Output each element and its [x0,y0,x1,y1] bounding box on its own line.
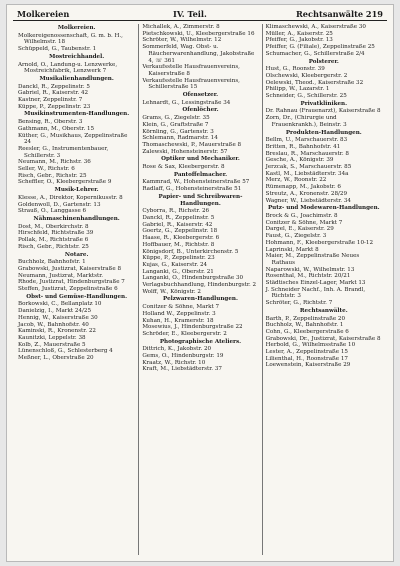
directory-entry: Merz, W., Roonstr. 22 [265,177,327,184]
directory-entry: Hirschfeld, Richtstraße 39 [18,230,94,237]
directory-entry: Rosenthal, M., Richtstr. 20/21 [265,273,351,280]
directory-entry: Verlagsbuchhandlung, Hindenburgstr. 2 [142,282,257,289]
directory-entry: Danckl, R., Zeppelinstr. 5 [18,83,90,90]
directory-entry: Dittrich, K., Jakobstr. 20 [142,346,212,353]
directory-entry: Radlaff, G., Hohensteinerstraße 51 [142,186,242,193]
directory-entry: Philipp, W., Lazarstr. 1 [265,86,330,93]
directory-entry: Gabriel, R., Kaiserstr. 42 [18,90,89,97]
directory-entry: Risch, Gebr., Richstr. 25 [18,172,87,179]
section-heading: Molkereien. [57,25,96,31]
directory-entry: Kaminski, R., Kronenstr. 22 [18,328,96,335]
directory-entry: Dr. Rahnau (Frauenarzt), Kaiserstraße 8 [265,108,381,115]
directory-entry: Brock & G., Joachimstr. 8 [265,212,338,219]
page-header [13,7,387,21]
directory-entry: Grams, G., Ziegelstr. 35 [142,115,210,122]
directory-entry: Thomaschewski, P., Mauerstraße 8 [142,141,242,148]
directory-entry: Barth, P., Zeppelinstraße 20 [265,315,346,322]
directory-entry: Schlemann, Radmarstr. 14 [142,135,218,142]
directory-entry: Maier, M., Zeppelinstraße Neues Rathaus [265,253,360,266]
section-heading: Privatkliniken. [300,100,348,107]
directory-entry: Conitzer & Söhne, Markt 7 [142,304,220,311]
directory-entry: Bellm, U., Marschauerstr. 83 [265,137,348,144]
directory-entry: Grabowski, Justizrat, Kaiserstraße 8 [18,265,122,272]
directory-entry: Rose & Sax, Kleebergerstr. 8 [142,164,225,171]
section-heading: Mostreichhandel. [49,53,105,60]
directory-entry: Bensing, R., Oberstr. 3 [18,119,83,126]
directory-entry: Holland W., Zeppelinstr. 3 [142,310,216,317]
directory-entry: Buchholz, Bahnhofstr. 1 [18,259,86,266]
directory-entry: Pfeiffer, G. (Filiale), Zeppelinstraße 25 [265,44,375,51]
directory-entry: Danckl, R., Zeppelinstr. 5 [142,214,215,221]
directory-entry: Wagner, W., Liebstädterstr. 34 [265,197,351,204]
directory-entry: Neumann, Justizrat, Marktstr. [18,272,104,279]
section-heading: Produkten-Handlungen. [285,129,362,136]
directory-entry: Neumann, M., Richstr. 36 [18,159,91,166]
directory-entry: Langanki, G., Oberstr. 21 [142,268,214,275]
directory-entry: Laprinski, Markt 8 [265,246,319,253]
directory-entry: Streutz, A., Kronenstr. 28/29 [265,190,348,197]
directory-entry: Kastner, Zeppelinstr. 7 [18,97,83,104]
directory-entry: Risch, Gebr., Richtstr. 25 [18,243,89,250]
section-heading: Musikalienhandlungen. [39,75,114,82]
column-3 [262,24,385,555]
directory-entry: Michallek, A., Zimmerstr. 8 [142,24,220,30]
directory-entry: Lester, A., Zeppelinstraße 15 [265,349,348,356]
directory-entry: Naparowski, W., Wilhelmstr. 13 [265,266,355,273]
directory-entry: Klesse, A., Direktor, Kopernikusstr. 8 [18,194,123,201]
directory-entry: Goldenwoll, D., Gartenstr. 13 [18,201,101,208]
directory-entry: Gathmann, M., Oberstr. 15 [18,125,95,132]
column-2 [138,24,261,555]
directory-entry: Küppe, P., Zeppelinstr. 23 [142,255,215,262]
section-heading: Ofenlöcher. [182,107,219,114]
directory-entry: Reesler, G., Instrumentenbauer, Schillerstr. 3 [18,145,109,159]
directory-entry: Goertz, G., Zeppelinstr. 18 [142,228,218,235]
directory-entry: Städtisches Einzel-Lager, Markt 13 [265,280,366,287]
directory-entry: Danielzig, I., Markt 24/25 [18,308,92,315]
section-heading: Putz- und Modewaren-Handlungen. [267,205,380,212]
directory-entry: Lilienthal, H., Roonstraße 17 [265,355,348,362]
directory-entry: Jacob, W., Bahnhofstr. 40 [18,321,89,328]
directory-entry: Buchholz, W., Bahnhofstr. 1 [265,322,344,329]
directory-entry: Steffen, Justizrat, Zeppelinstraße 6 [18,286,118,293]
directory-entry: Lünenschloß, G., Schlesterberg 4 [18,348,113,355]
directory-entry: Langanki, O., Hindenburgstraße 30 [142,275,244,282]
directory-entry: Kujas, G., Kaiserstr. 24 [142,261,208,268]
directory-entry: Conitzer & Söhne, Markt 7 [265,219,343,226]
directory-entry: Olschewski, Kleebergerstr. 2 [265,72,348,79]
directory-entry: Schumacher, G., Schillerstraße 2/4 [265,50,365,57]
directory-entry: Schröter, G., Richtstr. 7 [265,300,333,307]
directory-entry: Mosewius, J., Hindenburgstraße 22 [142,324,243,331]
directory-entry: Kuhan, H., Kramerstr. 18 [142,317,214,324]
section-heading: Polsterer. [308,58,339,65]
section-heading: Papier- und Schreibwaren-Handlungen. [158,193,243,207]
directory-entry: Cyborra, R., Richstr. 26 [142,208,210,215]
section-heading: Musik-Lehrer. [54,187,99,194]
directory-entry: Haase, R., Kleebergerstr. 6 [142,235,220,242]
directory-entry: Herbold, G., Wilhelmsstraße 10 [265,342,356,349]
directory-entry: Verkaufsstelle Hausfrauenvereins, Schillerstraße 15 [142,77,240,91]
directory-entry: Strauß, O., Langgasse 6 [18,208,87,215]
directory-entry: Gems, O., Hindenburgstr. 19 [142,353,224,360]
directory-entry: Kaunitzki, Leppelstr. 38 [18,334,86,341]
directory-entry: Schröter, W., Wilhelmstr. 12 [142,37,222,44]
directory-entry: Meßner, L., Oberstraße 20 [18,355,94,362]
directory-entry: Schneider, G., Schillerstr. 25 [265,93,347,100]
directory-entry: Scheffler, O., Kleebergerstraße 9 [18,179,112,186]
directory-entry: Küther, G., Musikhaus, Zeppelinstraße 24 [18,132,128,146]
directory-entry: Hust, G., Roonstr. 39 [265,66,325,73]
directory-entry: Lehnardt, G., Lessingstraße 34 [142,99,231,106]
directory-entry: Britten, R., Bahnhofstr. 41 [265,143,341,150]
directory-entry: Kastl, M., Liebstädterstr. 34a [265,170,349,177]
directory-entry: Klein, G., Graftstraße 7 [142,121,209,128]
directory-entry: Oelewski, Theod., Kaiserstraße 32 [265,79,364,86]
directory-page [6,4,394,562]
directory-entry: Jerzcak, S., Marschauerstr. 85 [265,164,352,171]
directory-entry: Dargel, E., Kaiserstr. 29 [265,226,334,233]
directory-entry: Pfeiffer, G., Jakobstr. 13 [265,37,333,44]
directory-entry: Zorn, Dr., (Chirurgie und Frauenkrankh.), Beinstr. 3 [265,115,347,128]
section-heading: Ofensetzer. [182,92,219,99]
directory-entry: Cohn, G., Kleebergerstraße 6 [265,328,349,335]
section-heading: Pelzwaren-Handlungen. [163,296,238,303]
directory-entry: Seller, W., Richstr. 6 [18,166,75,173]
directory-entry: Rhode, Justizrat, Hindenburgstraße 7 [18,279,125,286]
directory-entry: Hoffbauer, M., Richtstr. 8 [142,241,215,248]
directory-entry: Gabriel, R., Kaiserstr. 42 [142,221,213,228]
directory-entry: Loewenstein, Kaiserstraße 29 [265,362,351,369]
header-rule [13,20,387,21]
directory-entry: Pietschkowski, U., Kleebergerstraße 16 [142,30,255,37]
section-heading: Obst- und Gemüse-Handlungen. [26,293,128,300]
directory-entry: Gesche, A., Königstr. 39 [265,157,334,164]
directory-entry: Hennig, W., Kaiserstraße 30 [18,314,98,321]
directory-entry: Kolb, Z., Mauerstraße 5 [18,341,86,348]
directory-entry: Verkaufsstelle Hausfrauenvereins, Kaiserstraße 8 [142,64,240,77]
directory-entry: Kammrad, W., Hohensteinerstraße 57 [142,179,250,186]
directory-entry: Grabowski, Dr., Justizrat, Kaiserstraße 8 [265,335,381,342]
directory-entry: Müller, A., Kaiserstr. 25 [265,30,333,37]
directory-entry: Dost, M., Oberkirchstr. 8 [18,223,89,230]
directory-entry: Breslau, R., Marschauerstr. 8 [265,150,349,157]
directory-entry: Schüppeld, G., Taubenstr. 1 [18,46,97,53]
column-1 [15,24,138,555]
directory-entry: Borkowski, C., Bellanplatz 10 [18,301,102,308]
section-heading: Nähmaschinenhandlungen. [33,215,120,222]
directory-entry: Kraft, M., Liebstädterstr. 37 [142,366,222,373]
directory-entry: Zalewski, Hohensteinerstr. 57 [142,148,228,155]
directory-entry: Küppe, P., Zeppelinstr. 23 [18,103,91,110]
directory-entry: Körnling, G., Gartenstr. 3 [142,128,214,135]
directory-entry: Königsdorf, B., Unterkirchenstr. 5 [142,248,239,255]
header-center: IV. Teil. [173,9,207,19]
section-heading: Optiker und Mechaniker. [161,156,240,163]
directory-entry: Hohmann, F., Kleebergerstraße 10-12 [265,239,374,246]
directory-entry: Faust, G., Ziegelstr. 3 [265,233,327,240]
columns [15,24,385,555]
header-left: Molkereien [17,9,70,19]
section-heading: Photographische Ateliers. [159,338,242,345]
directory-entry: Kraatz, W., Richstr. 10 [142,359,206,366]
directory-entry: Molkereigenossenschaft, G. m. b. H., Wilhelmstr. 18 [18,32,123,46]
directory-entry: Rümenapp, M., Jakobstr. 6 [265,184,341,191]
directory-entry: Arnold, O., Landung-u. Lenzwerke, Mostreichfabrik, Lenzwerk 7 [18,61,118,75]
directory-entry: Sommerfeld, Wag. Obst- u. Räucherwarenhandlung, Jakobstraße 4, ☏ 361 [142,44,255,64]
section-heading: Notare. [64,251,89,258]
directory-entry: Pollak, M., Richtstraße 6 [18,237,89,244]
directory-entry: Klimaschewski, A., Kaiserstraße 30 [265,24,366,30]
header-right: Rechtsanwälte 219 [296,9,383,19]
directory-entry: Schröder, E., Kleebergerstr. 2 [142,330,227,337]
directory-entry: Wolff, W., Königstr. 2 [142,288,201,295]
section-heading: Rechtsanwälte. [299,307,348,314]
section-heading: Musikinstrumenten-Handlungen. [24,111,130,118]
directory-entry: J. Schneider Nachf., Inh. A. Brandl, Richtstr. 3 [265,286,366,300]
section-heading: Pantoffelmacher. [173,171,228,178]
